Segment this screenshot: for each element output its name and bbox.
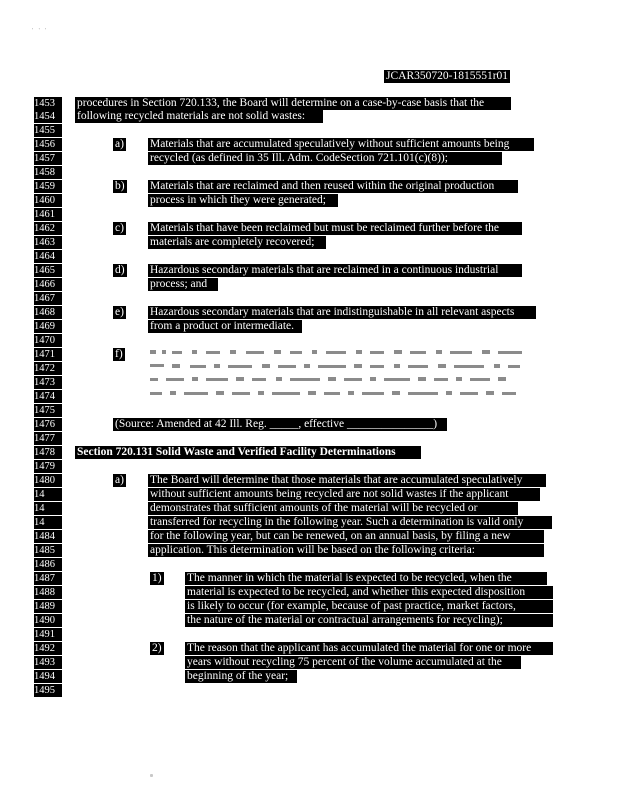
sub-item-label: 2) <box>152 642 162 654</box>
item-label: c) <box>115 222 124 234</box>
line-number: 1491 <box>34 628 62 641</box>
line-number: 1494 <box>34 670 62 683</box>
line-number: 1493 <box>34 656 62 669</box>
line-number: 1468 <box>34 306 62 319</box>
line-number: 1473 <box>34 376 62 389</box>
item-label: e) <box>115 306 124 318</box>
line-number: 1474 <box>34 390 62 403</box>
line-number: 1487 <box>34 572 62 585</box>
line-number: 1465 <box>34 264 62 277</box>
item-label: a) <box>115 138 124 150</box>
section-a-line: demonstrates that sufficient amounts of the material will be recycled or <box>148 502 518 515</box>
line-number: 1476 <box>34 418 62 431</box>
line-number: 1455 <box>34 124 62 137</box>
item-line: Hazardous secondary materials that are indistinguishable in all relevant aspects <box>148 306 536 319</box>
line-number: 1471 <box>34 348 62 361</box>
section-a-line: without sufficient amounts being recycled are not solid wastes if the applicant <box>148 488 540 501</box>
section-heading: Section 720.131 Solid Waste and Verified Facility Determinations <box>75 446 421 459</box>
line-number: 1461 <box>34 208 62 221</box>
line-number: 1472 <box>34 362 62 375</box>
item-line: Materials that are reclaimed and then reused within the original production <box>148 180 518 193</box>
item-label: d) <box>115 264 125 276</box>
source-note: (Source: Amended at 42 Ill. Reg. _____, effective _______________) <box>113 418 447 431</box>
section-a-line: transferred for recycling in the following year. Such a determination is valid only <box>148 516 552 529</box>
line-number: 1470 <box>34 334 62 347</box>
line-number: 1478 <box>34 446 62 459</box>
intro-line: following recycled materials are not solid wastes: <box>75 110 323 123</box>
item-line: Materials that have been reclaimed but must be reclaimed further before the <box>148 222 522 235</box>
line-number: 1464 <box>34 250 62 263</box>
line-number: 1480 <box>34 474 62 487</box>
item-label: a) <box>115 474 124 486</box>
sub-item-line: The manner in which the material is expected to be recycled, when the <box>185 572 547 585</box>
sub-item-line: The reason that the applicant has accumulated the material for one or more <box>185 642 553 655</box>
item-label: f) <box>115 348 123 360</box>
item-line: Hazardous secondary materials that are reclaimed in a continuous industrial <box>148 264 522 277</box>
doc-id: JCAR350720-1815551r01 <box>386 70 509 82</box>
sub-item-label: 1) <box>152 572 162 584</box>
line-number: 1479 <box>34 460 62 473</box>
line-number: 1460 <box>34 194 62 207</box>
line-number: 1459 <box>34 180 62 193</box>
intro-line: procedures in Section 720.133, the Board will determine on a case-by-case basis that the <box>75 97 511 110</box>
item-line: materials are completely recovered; <box>148 236 326 249</box>
item-line: Materials that are accumulated speculatively without sufficient amounts being <box>148 138 534 151</box>
corner-mark: ' ' ' <box>32 28 49 34</box>
line-number: 1477 <box>34 432 62 445</box>
item-line: process; and <box>148 278 218 291</box>
line-number: 1488 <box>34 586 62 599</box>
item-line: recycled (as defined in 35 Ill. Adm. CodeSection 721.101(c)(8)); <box>148 152 502 165</box>
line-number: 14 <box>34 488 62 501</box>
section-a-line: The Board will determine that those materials that are accumulated speculatively <box>148 474 546 487</box>
sub-item-line: material is expected to be recycled, and whether this expected disposition <box>185 586 553 599</box>
line-number: 1490 <box>34 614 62 627</box>
line-number: 1462 <box>34 222 62 235</box>
item-line: from a product or intermediate. <box>148 320 302 333</box>
section-a-line: application. This determination will be based on the following criteria: <box>148 544 544 557</box>
line-number: 1456 <box>34 138 62 151</box>
line-number: 14 <box>34 516 62 529</box>
line-number: 1454 <box>34 110 62 123</box>
line-number: 1492 <box>34 642 62 655</box>
section-a-line: for the following year, but can be renewed, on an annual basis, by filing a new <box>148 530 544 543</box>
line-number: 1466 <box>34 278 62 291</box>
line-number: 1495 <box>34 684 62 697</box>
line-number: 1467 <box>34 292 62 305</box>
line-number: 1469 <box>34 320 62 333</box>
line-number: 1457 <box>34 152 62 165</box>
line-number: 1453 <box>34 97 62 110</box>
sub-item-line: beginning of the year; <box>185 670 297 683</box>
sub-item-line: is likely to occur (for example, because of past practice, market factors, <box>185 600 553 613</box>
scan-speck <box>150 774 153 777</box>
line-number: 1489 <box>34 600 62 613</box>
sub-item-line: years without recycling 75 percent of the volume accumulated at the <box>185 656 521 669</box>
item-line: process in which they were generated; <box>148 194 338 207</box>
line-number: 1463 <box>34 236 62 249</box>
line-number: 1485 <box>34 544 62 557</box>
line-number: 1475 <box>34 404 62 417</box>
line-number: 14 <box>34 502 62 515</box>
line-number: 1458 <box>34 166 62 179</box>
item-label: b) <box>115 180 125 192</box>
line-number: 1484 <box>34 530 62 543</box>
line-number: 1486 <box>34 558 62 571</box>
sub-item-line: the nature of the material or contractual arrangements for recycling); <box>185 614 553 627</box>
illegible-text-block <box>148 346 528 402</box>
